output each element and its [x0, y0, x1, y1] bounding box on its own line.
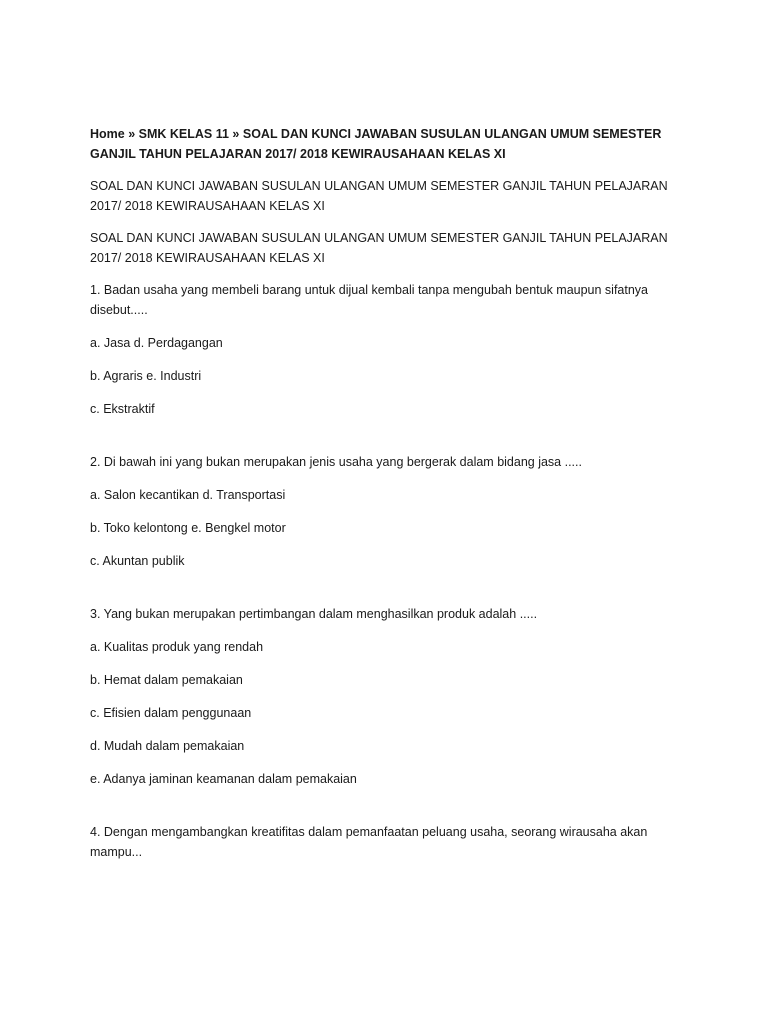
breadcrumb-separator: »	[124, 127, 139, 141]
question-1-option: b. Agraris e. Industri	[90, 369, 202, 383]
question-2-text: 2. Di bawah ini yang bukan merupakan jenis usaha yang bergerak dalam bidang jasa .....	[90, 455, 582, 469]
question-2-option: a. Salon kecantikan d. Transportasi	[90, 488, 286, 502]
breadcrumb-separator: »	[228, 127, 243, 141]
question-1-option: c. Ekstraktif	[90, 402, 155, 416]
question-3-option: d. Mudah dalam pemakaian	[90, 739, 245, 753]
breadcrumb-category-link[interactable]: SMK KELAS 11	[138, 127, 229, 141]
breadcrumb	[90, 124, 680, 164]
question-3-text: 3. Yang bukan merupakan pertimbangan dalam menghasilkan produk adalah .....	[90, 607, 538, 621]
question-1-option: a. Jasa d. Perdagangan	[90, 336, 223, 350]
question-4-text: 4. Dengan mengambangkan kreatifitas dalam pemanfaatan peluang usaha, seorang wirausaha akan mampu...	[90, 825, 648, 859]
question-2-option: c. Akuntan publik	[90, 554, 185, 568]
document-subtitle: SOAL DAN KUNCI JAWABAN SUSULAN ULANGAN UMUM SEMESTER GANJIL TAHUN PELAJARAN 2017/ 2018 KEWIRAUSAHAAN KELAS XI	[90, 231, 668, 265]
breadcrumb-current: SOAL DAN KUNCI JAWABAN SUSULAN ULANGAN UMUM SEMESTER GANJIL TAHUN PELAJARAN 2017/ 2018 KEWIRAUSAHAAN KELAS XI	[90, 127, 662, 161]
question-2-option: b. Toko kelontong e. Bengkel motor	[90, 521, 286, 535]
spacer	[90, 432, 680, 452]
question-1-text: 1. Badan usaha yang membeli barang untuk dijual kembali tanpa mengubah bentuk maupun sifatnya disebut.....	[90, 283, 649, 317]
breadcrumb-home-link[interactable]: Home	[90, 127, 125, 141]
spacer	[90, 584, 680, 604]
question-3-option: c. Efisien dalam penggunaan	[90, 706, 252, 720]
question-3-option: b. Hemat dalam pemakaian	[90, 673, 243, 687]
spacer	[90, 802, 680, 822]
question-3-option: a. Kualitas produk yang rendah	[90, 640, 264, 654]
article-body	[90, 124, 680, 875]
question-3-option: e. Adanya jaminan keamanan dalam pemakaian	[90, 772, 357, 786]
document-title: SOAL DAN KUNCI JAWABAN SUSULAN ULANGAN UMUM SEMESTER GANJIL TAHUN PELAJARAN 2017/ 2018 KEWIRAUSAHAAN KELAS XI	[90, 179, 668, 213]
